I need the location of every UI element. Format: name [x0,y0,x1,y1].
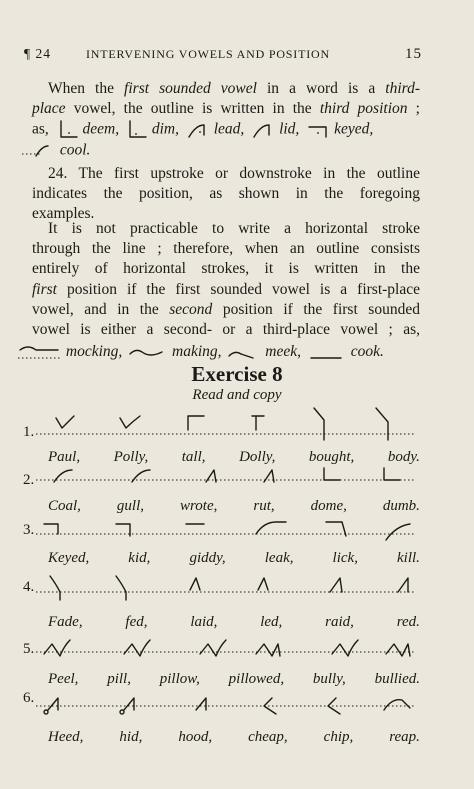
text-line: place vowel, the outline is written in the third position ; [32,100,420,118]
shorthand-dim [126,119,148,141]
section-mark: ¶ 24 [24,46,51,61]
word-row-5 [48,671,420,688]
word: chip, [323,729,354,745]
text-line: 24. The first upstroke or downstroke in the outline [48,165,420,182]
word: cheap, [248,729,288,745]
paragraph-horizontal-strokes [32,219,420,362]
exercise-subtitle: Read and copy [192,387,282,403]
word: gull, [116,498,145,514]
paragraph-position-rule [32,79,420,160]
shorthand-cook [307,344,347,362]
row-number: 4. [23,579,35,595]
word: pill, [107,671,131,687]
word-cool: cool. [59,141,91,159]
shorthand-row-3 [36,516,422,546]
running-header [24,44,422,66]
word: wrote, [180,498,218,514]
word: tall, [181,449,206,465]
row-number: 6. [23,690,35,706]
word: kill. [397,550,420,566]
text-line: vowel, and in the second position if the first sounded [32,300,420,318]
word: leak, [264,550,294,566]
row-number: 1. [23,424,35,440]
word: body. [387,449,420,465]
example-line: as, deem, dim, lead, lid, keyed, [32,119,420,139]
text-line: through the line ; therefore, when an outline consists [32,240,420,258]
shorthand-row-4 [36,570,422,604]
text-line: It is not practicable to write a horizontal stroke [48,220,420,237]
word-row-4 [48,614,420,631]
word: Dolly, [239,449,276,465]
word: Peel, [48,671,79,687]
word: Heed, [48,729,84,745]
shorthand-row-6 [36,692,422,720]
example-line [32,140,420,160]
exercise-title: Exercise 8 [191,362,283,386]
shorthand-row-1 [36,408,422,444]
word: dumb. [382,498,420,514]
shorthand-lead [186,119,210,141]
shorthand-row-2 [36,464,422,490]
text-line: When the first sounded vowel in a word is a third- [48,80,420,97]
word-keyed: keyed, [334,120,374,138]
page-number: 15 [405,46,422,62]
word: Paul, [48,449,81,465]
word-row-6 [48,729,420,746]
text-line: entirely of horizontal strokes, it is written in the [32,260,420,278]
word-row-2 [48,498,420,515]
word: Keyed, [48,550,90,566]
word-row-3 [48,550,420,567]
word-cook: cook. [350,343,384,361]
word: bully, [312,671,346,687]
word: bullied. [374,671,420,687]
text-line: examples. [32,205,95,223]
word: led, [260,614,283,630]
word-lead: lead, [213,120,245,138]
word: hood, [178,729,213,745]
shorthand-meek [227,344,261,362]
text-line: indicates the position, as shown in the foregoing [32,185,420,203]
word: pillow, [159,671,200,687]
paragraph-24 [32,164,420,225]
text-line: vowel is either a second- or a third-place vowel ; as, [32,320,420,338]
shorthand-making [128,344,168,362]
word-making: making, [172,343,222,361]
shorthand-cool [22,140,56,162]
word-dim: dim, [151,120,179,138]
word: fed, [125,614,148,630]
row-number: 2. [23,472,35,488]
word: reap. [389,729,420,745]
shorthand-keyed [306,119,330,141]
word: giddy, [189,550,226,566]
word: laid, [190,614,218,630]
row-number: 3. [23,522,35,538]
word: hid, [119,729,143,745]
word-meek: meek, [265,343,301,361]
word: Fade, [48,614,83,630]
word: rut, [253,498,275,514]
example-line [32,342,420,362]
word: lick, [332,550,358,566]
word: red. [396,614,420,630]
word: bought, [308,449,355,465]
text-line: first position if the first sounded vowel is a first-place [32,280,420,298]
shorthand-row-5 [36,634,422,664]
word: Coal, [48,498,81,514]
word: pillowed, [228,671,285,687]
word-lid: lid, [279,120,300,138]
shorthand-deem [57,119,79,141]
word-deem: deem, [82,120,120,138]
word: raid, [325,614,354,630]
shorthand-mocking [18,344,62,362]
word: kid, [128,550,151,566]
running-title: INTERVENING VOWELS AND POSITION [86,47,330,61]
shorthand-lid [251,119,275,141]
row-number: 5. [23,641,35,657]
word: Polly, [113,449,149,465]
word-mocking: mocking, [65,343,123,361]
word: dome, [310,498,347,514]
